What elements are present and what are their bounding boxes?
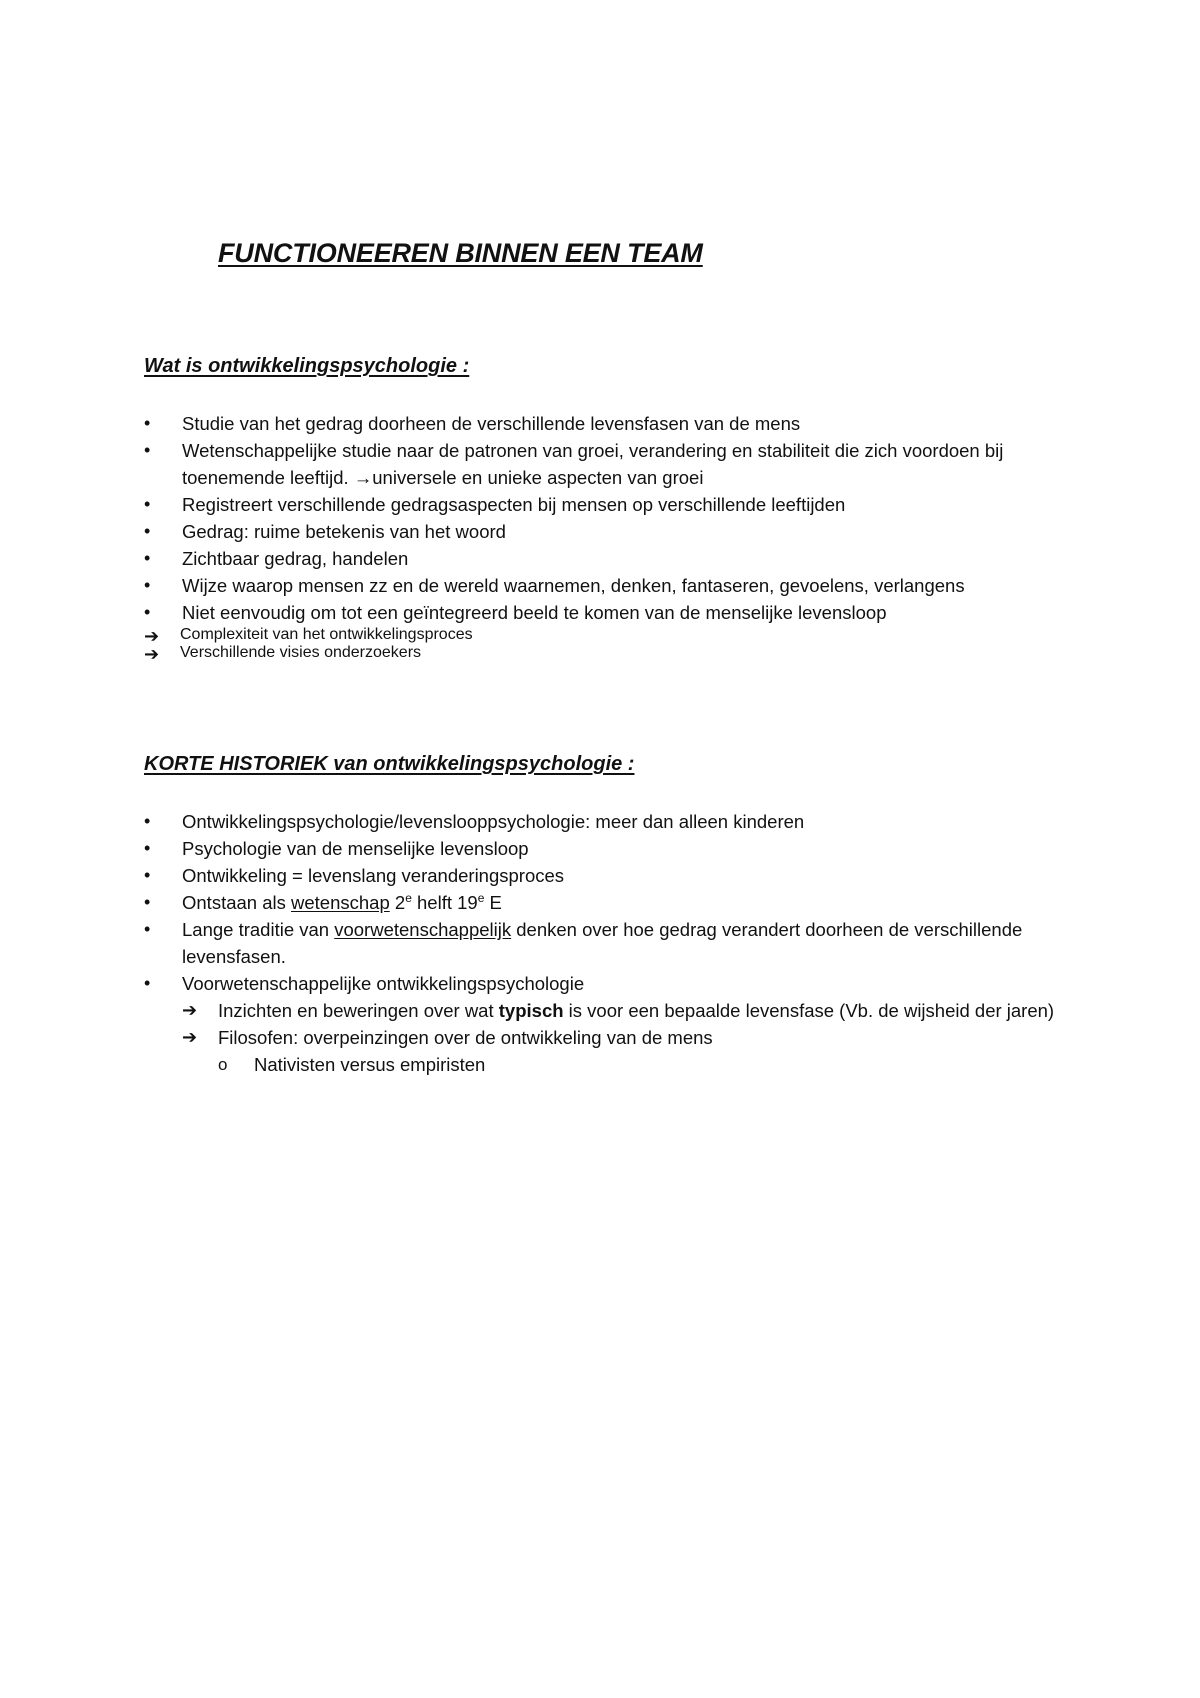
list-item-text: Wetenschappelijke studie naar de patronen van groei, verandering en stabiliteit die zich voordoen bij toenemende leeftijd. bbox=[182, 440, 1004, 488]
list-item bbox=[144, 808, 1084, 835]
list-item-text: Gedrag: ruime betekenis van het woord bbox=[182, 521, 506, 542]
sublist-item-text: Verschillende visies onderzoekers bbox=[180, 644, 422, 661]
underlined-text: wetenschap bbox=[291, 892, 390, 913]
list-item-text: Ontwikkeling = levenslang veranderingsproces bbox=[182, 865, 565, 886]
list-item-text: Ontstaan als bbox=[182, 892, 292, 913]
sublist-item bbox=[144, 644, 1084, 662]
bullet-icon: • bbox=[144, 575, 151, 595]
sublist-item bbox=[144, 626, 1084, 644]
list-item bbox=[144, 410, 1084, 437]
bullet-icon: • bbox=[144, 892, 151, 912]
bullet-icon: • bbox=[144, 602, 151, 622]
bold-text: typisch bbox=[498, 1000, 564, 1021]
inline-arrow-icon: → bbox=[353, 467, 373, 488]
sublist-item-text: Filosofen: overpeinzingen over de ontwikkeling van de mens bbox=[218, 1027, 713, 1048]
sublist-item bbox=[182, 1024, 1084, 1078]
list-item bbox=[144, 599, 1084, 626]
list-item bbox=[144, 491, 1084, 518]
circle-bullet-icon: o bbox=[218, 1055, 228, 1074]
list-item bbox=[144, 545, 1084, 572]
list-item: • Ontstaan als wetenschap 2e helft 19e E bbox=[144, 889, 1084, 916]
section-ontwikkelingspsychologie bbox=[144, 352, 1084, 662]
list-item bbox=[144, 518, 1084, 545]
arrow-sublist bbox=[182, 997, 1084, 1078]
section-heading: Wat is ontwikkelingspsychologie : bbox=[144, 355, 470, 377]
arrow-right-icon: ➔ bbox=[144, 644, 160, 664]
arrow-right-icon: ➔ bbox=[144, 626, 160, 646]
list-item-text: Wijze waarop mensen zz en de wereld waarnemen, denken, fantaseren, gevoelens, verlangens bbox=[182, 575, 965, 596]
bullet-icon: • bbox=[144, 811, 151, 831]
underlined-text: voorwetenschappelijk bbox=[334, 919, 512, 940]
sublist-item-text: Inzichten en beweringen over wat bbox=[218, 1000, 499, 1021]
list-item-text: Psychologie van de menselijke levensloop bbox=[182, 838, 529, 859]
list-item-text: Lange traditie van bbox=[182, 919, 335, 940]
sublist-item bbox=[218, 1051, 1084, 1078]
circle-sublist bbox=[218, 1051, 1084, 1078]
bullet-icon: • bbox=[144, 548, 151, 568]
list-item-text: Studie van het gedrag doorheen de verschillende levensfasen van de mens bbox=[182, 413, 801, 434]
list-item: • Lange traditie van voorwetenschappelijk denken over hoe gedrag verandert doorheen de verschillende levensfasen. bbox=[144, 916, 1084, 970]
sublist-item: ➔ Inzichten en beweringen over wat typisch is voor een bepaalde levensfase (Vb. de wijsheid der jaren) bbox=[182, 997, 1084, 1024]
list-item-text: universele en unieke aspecten van groei bbox=[372, 467, 704, 488]
list-item bbox=[144, 572, 1084, 599]
list-item-text: Ontwikkelingspsychologie/levenslooppsychologie: meer dan alleen kinderen bbox=[182, 811, 805, 832]
sublist-item-text: Nativisten versus empiristen bbox=[254, 1054, 486, 1075]
document-title: FUNCTIONEEREN BINNEN EEN TEAM bbox=[218, 238, 703, 268]
bullet-icon: • bbox=[144, 521, 151, 541]
list-item-text: Niet eenvoudig om tot een geïntegreerd beeld te komen van de menselijke levensloop bbox=[182, 602, 887, 623]
arrow-sublist bbox=[144, 626, 1084, 662]
list-item-text: Registreert verschillende gedragsaspecten bij mensen op verschillende leeftijden bbox=[182, 494, 846, 515]
arrow-right-icon: ➔ bbox=[182, 1027, 198, 1047]
sublist-item-text: Complexiteit van het ontwikkelingsproces bbox=[180, 626, 473, 643]
list-item-text: Voorwetenschappelijke ontwikkelingspsychologie bbox=[182, 973, 585, 994]
bullet-icon: • bbox=[144, 440, 151, 460]
bullet-icon: • bbox=[144, 838, 151, 858]
bullet-icon: • bbox=[144, 494, 151, 514]
list-item bbox=[144, 835, 1084, 862]
bullet-icon: • bbox=[144, 865, 151, 885]
bullet-icon: • bbox=[144, 973, 151, 993]
list-item bbox=[144, 862, 1084, 889]
list-item bbox=[144, 970, 1084, 1078]
bullet-list bbox=[144, 808, 1084, 1078]
arrow-right-icon: ➔ bbox=[182, 1000, 198, 1020]
list-item bbox=[144, 437, 1084, 491]
section-heading: KORTE HISTORIEK van ontwikkelingspsychologie : bbox=[144, 753, 635, 775]
bullet-list bbox=[144, 410, 1084, 626]
bullet-icon: • bbox=[144, 919, 151, 939]
list-item-text: Zichtbaar gedrag, handelen bbox=[182, 548, 409, 569]
section-korte-historiek bbox=[144, 750, 1084, 1078]
bullet-icon: • bbox=[144, 413, 151, 433]
